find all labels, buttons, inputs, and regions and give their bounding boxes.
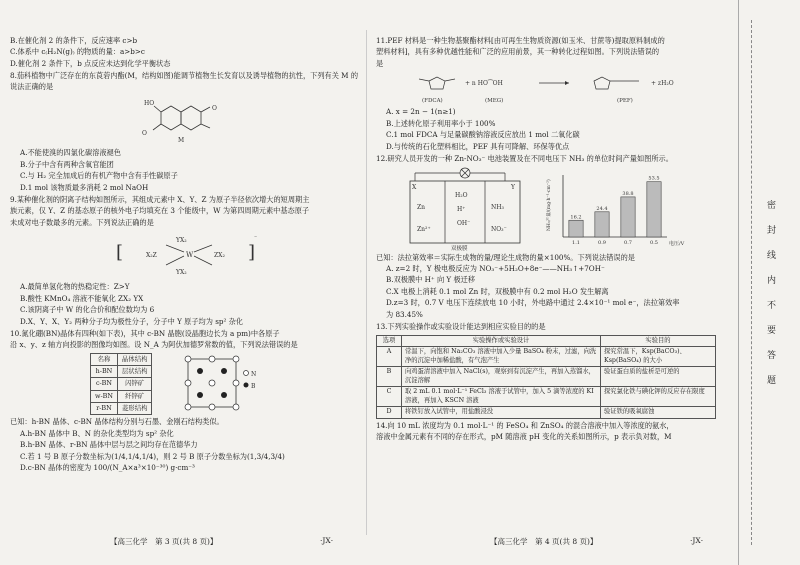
q9-stem-1: 9.某种催化剂的阴离子结构如图所示，其组成元素中 X、Y、Z 为原子半径依次增大的短周期主 <box>10 194 310 204</box>
q11-option-a: A. x = 2n − 1(n≥1) <box>386 107 456 117</box>
chart-bar <box>569 220 583 237</box>
anion-structure-figure <box>106 230 266 280</box>
q10-option-a: A.h-BN 晶体中 B、N 的杂化类型均为 sp² 杂化 <box>20 428 174 438</box>
chart-xlabel: 电压/V <box>669 240 685 247</box>
svg-text:]: ] <box>248 242 256 264</box>
svg-text:HO: HO <box>144 100 155 108</box>
q12-stem: 12.研究人员开发的一种 Zn-NO₃⁻ 电池装置及在不同电压下 NH₃ 的单位时间产量如图所示。 <box>376 154 673 164</box>
q10-stem-2: 沿 x、y、z 轴方向投影的图像均如图。设 N_A 为阿伏加德罗常数的值，下列说法错误的是 <box>10 340 298 350</box>
nh3-yield-chart <box>543 167 693 251</box>
q10-known: 已知：h-BN 晶体、c-BN 晶体结构分别与石墨、金刚石结构类似。 <box>10 417 224 427</box>
legend-b: B <box>251 382 256 390</box>
svg-text:X₂Z: X₂Z <box>146 252 157 260</box>
prev-option-b: B.在催化剂 2 的条件下，反应速率 c>b <box>10 36 138 45</box>
svg-text:YX₂: YX₂ <box>176 237 187 245</box>
table-row: w-BN 纤锌矿 <box>91 390 152 402</box>
q11-option-b: B.上述转化原子利用率小于 100% <box>386 118 496 128</box>
chart-bar <box>647 181 661 236</box>
right-page <box>376 36 722 443</box>
x-tick-label: 1.1 <box>572 239 580 246</box>
table-row: h-BN 层状结构 <box>91 366 152 378</box>
q9-stem-3: 未成对电子数最多的元素。下列说法正确的是 <box>10 217 154 227</box>
prev-option-d: D.催化剂 2 条件下，b 点反应未达到化学平衡状态 <box>10 58 171 68</box>
water-product: + zH₂O <box>651 80 674 88</box>
electrode-x: X <box>412 183 417 191</box>
fdca-label: (FDCA) <box>422 98 443 105</box>
bar-value-label: 38.8 <box>622 190 634 197</box>
bar-value-label: 53.5 <box>648 175 660 182</box>
q10-option-b: B.h-BN 晶体、r-BN 晶体中层与层之间均存在范德华力 <box>20 440 198 450</box>
x-tick-label: 0.9 <box>598 239 606 246</box>
svg-text:O: O <box>142 130 147 138</box>
q12-option-a: A. z=2 时，Y 极电极反应为 NO₃⁻+5H₂O+8e⁻——NH₃↑+7OH⁻ <box>386 263 605 273</box>
q11-stem-2: 塑料材料]，具有多种优越性能和广泛的应用前景，其一种转化过程如图。下列说法错误的 <box>376 47 660 57</box>
q11-stem-3: 是 <box>376 58 384 68</box>
svg-text:YX₂: YX₂ <box>176 269 187 277</box>
q8-structure-figure <box>10 94 362 146</box>
pef-reaction-figure <box>389 71 709 105</box>
chart-bar <box>595 211 609 236</box>
meg-label: (MEG) <box>485 98 504 105</box>
table-row: D 将铁钉放入试管中，用盐酸浸没 验证铁的吸氧腐蚀 <box>377 407 716 419</box>
svg-text:O: O <box>212 105 217 113</box>
svg-text:NH₃: NH₃ <box>491 203 504 211</box>
q10-stem-1: 10.氮化硼(BN)晶体有四种(如下表)，其中 c-BN 晶胞(设晶胞边长为 a pm)中各原子 <box>10 329 280 338</box>
left-footer-code: ·JX· <box>320 536 334 545</box>
svg-text:Zn²⁺: Zn²⁺ <box>417 225 431 233</box>
q9-anion-figure <box>10 230 362 280</box>
table-row: A 常温下，向饱和 Na₂CO₃ 溶液中加入少量 BaSO₄ 粉末，过滤，向洗净的沉淀中加稀盐酸，有气泡产生 探究常温下，Ksp(BaCO₃)、Ksp(BaSO₄) 的大小 <box>377 347 716 367</box>
q11-stem-1: 11.PEF 材料是一种生物基聚酯材料[由可再生生物质资源(如玉米、甘蔗等)提取原料制成的 <box>376 36 665 45</box>
electrode-y: Y <box>511 183 515 191</box>
x-tick-label: 0.7 <box>624 239 632 246</box>
seal-dashed-line <box>751 20 752 545</box>
table-header: 晶体结构 <box>117 353 152 365</box>
q9-stem-2: 族元素，仅 Y、Z 的基态原子的核外电子均填充在 3 个能级中，W 为第四周期元素中基态原子 <box>10 206 310 216</box>
x-tick-label: 0.5 <box>650 239 658 246</box>
q11-reaction-figure <box>376 71 722 105</box>
table-row: r-BN 菱形结构 <box>91 403 152 415</box>
svg-text:H₂O: H₂O <box>455 191 468 199</box>
left-footer: 【高三化学 第 3 页(共 8 页)】 <box>110 537 218 546</box>
table-header: 选项 <box>377 335 402 347</box>
q8-option-b: B.分子中含有两种含氧官能团 <box>20 159 114 169</box>
table-header: 名称 <box>91 353 118 365</box>
bipolar-membrane-label: 双极膜 <box>451 245 468 251</box>
molecule-m-figure <box>126 94 246 146</box>
q14-stem-1: 14.向 10 mL 浓度均为 0.1 mol·L⁻¹ 的 FeSO₄ 和 ZnSO₄ 的混合溶液中加入等浓度的氨水， <box>376 420 674 430</box>
chart-bars <box>569 175 661 245</box>
q14-stem-2: 溶液中金属元素有不同的存在形式，pM 随溶液 pH 变化的关系如图所示，p 表示负对数，M <box>376 432 672 441</box>
svg-text:⁻: ⁻ <box>254 235 258 243</box>
bar-value-label: 16.2 <box>570 213 582 220</box>
chart-bar <box>621 196 635 236</box>
meg-formula: + n HO⁀OH <box>465 80 503 88</box>
q12-formula: 已知：法拉第效率＝实际生成物的量/理论生成物的量×100%。下列说法错误的是 <box>376 252 635 262</box>
svg-text:ZX₂: ZX₂ <box>214 252 225 260</box>
seal-text: 密封线内不要答题 <box>765 200 775 400</box>
prev-option-c: C.体系中 c₍H₂N(g)₎ 的物质的量：a>b>c <box>10 47 145 57</box>
bar-value-label: 24.4 <box>596 205 608 212</box>
q11-option-c: C.1 mol FDCA 与足量碳酸钠溶液反应放出 1 mol 二氧化碳 <box>386 130 580 140</box>
svg-text:W: W <box>186 251 194 260</box>
right-footer-code: ·JX· <box>690 536 704 545</box>
molecule-label: M <box>178 137 185 145</box>
q12-option-d-cont: 为 83.45% <box>386 309 423 319</box>
table-row: c-BN 闪锌矿 <box>91 378 152 390</box>
svg-text:OH⁻: OH⁻ <box>457 219 471 227</box>
svg-text:H⁺: H⁺ <box>457 205 466 213</box>
q9-option-c: C.该阴离子中 W 的化合价和配位数均为 6 <box>20 305 155 315</box>
bn-crystal-table <box>90 353 152 415</box>
table-header: 实验目的 <box>601 335 716 347</box>
q9-option-b: B.酸性 KMnO₄ 溶液不能氧化 ZX₂ YX <box>20 293 144 303</box>
q9-option-d: D.X、Y、X、Y₂ 两种分子均为极性分子，分子中 Y 原子均为 sp² 杂化 <box>20 316 244 326</box>
q8-stem: 8.茄科植物中广泛存在的东莨菪内酯(M，结构如图)能调节植物生长发育以及诱导植物的抗性，下列有关 M 的说法正确的是 <box>10 71 359 91</box>
svg-text:Zn: Zn <box>417 203 426 211</box>
cbn-projection-figure <box>182 353 262 413</box>
q12-option-b: B.双极膜中 H⁺ 向 Y 极迁移 <box>386 275 476 285</box>
q9-option-a: A.最简单氢化物的热稳定性：Z>Y <box>20 282 130 292</box>
q13-table <box>376 335 716 419</box>
q12-option-c: C.X 电极上消耗 0.1 mol Zn 时，双极膜中有 0.2 mol H₂O 发生解离 <box>386 286 609 296</box>
svg-text:[: [ <box>116 242 124 264</box>
table-row: B 向鸡蛋清溶液中加入 NaCl(s)，观察到有沉淀产生，再加入蒸馏水，沉淀溶解 验证蛋白质的盐析是可逆的 <box>377 367 716 387</box>
battery-cell-figure <box>405 167 525 251</box>
table-row: C 取 2 mL 0.1 mol·L⁻¹ FeCl₃ 溶液于试管中，加入 5 滴等浓度的 KI 溶液，再加入 KSCN 溶液 探究氯化铁与碘化钾的反应存在限度 <box>377 387 716 407</box>
q10-option-d: D.c-BN 晶体的密度为 100/(N_A×a³×10⁻³⁰) g·cm⁻³ <box>20 463 195 473</box>
svg-text:NO₃⁻: NO₃⁻ <box>491 225 507 233</box>
q8-option-c: C.与 H₂ 完全加成后的有机产物中含有手性碳原子 <box>20 171 178 181</box>
seal-line-strip <box>738 0 800 565</box>
page-divider <box>366 30 367 535</box>
q13-stem: 13.下列实验操作或实验设计能达到相应实验目的的是 <box>376 322 546 332</box>
table-header: 实验操作或实验设计 <box>402 335 601 347</box>
q10-figures <box>10 353 362 415</box>
q10-option-c: C.若 1 号 B 原子分数坐标为(1/4,1/4,1/4)，则 2 号 B 原子分数坐标为(1,3/4,3/4) <box>20 451 285 461</box>
right-footer: 【高三化学 第 4 页(共 8 页)】 <box>490 537 598 546</box>
chart-ylabel: NH₃产量/(mg·h⁻¹·cm⁻²) <box>547 178 552 231</box>
q12-option-d: D.z=3 时，0.7 V 电压下连续放电 10 小时，外电路中通过 2.4×10⁻¹ mol e⁻，法拉第效率 <box>386 298 680 308</box>
q11-option-d: D.与传统的石化塑料相比，PEF 具有可降解、环保等优点 <box>386 141 570 151</box>
legend-n: N <box>251 370 257 378</box>
q12-figures <box>376 167 722 251</box>
q8-option-d: D.1 mol 该物质最多消耗 2 mol NaOH <box>20 182 149 192</box>
pef-label: (PEF) <box>617 98 633 105</box>
left-page <box>10 36 362 474</box>
q8-option-a: A.不能使溴的四氯化碳溶液褪色 <box>20 148 121 158</box>
